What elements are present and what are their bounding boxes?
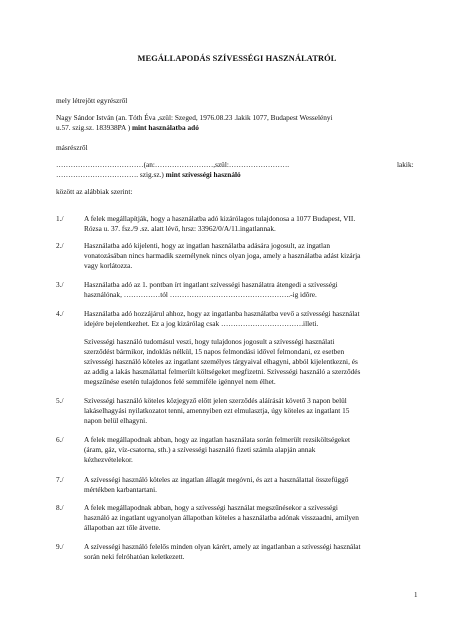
clause-line: mértékben karbantartani. bbox=[84, 485, 157, 494]
clause-line: Szívességi használó tudomásul veszi, hogy tulajdonos jogosult a szívességi használati bbox=[84, 337, 335, 346]
party2-line2 bbox=[56, 170, 241, 179]
party1-line2 bbox=[56, 123, 199, 132]
party1-role: mint használatba adó bbox=[131, 123, 199, 132]
document-title: MEGÁLLAPODÁS SZÍVESSÉGI HASZNÁLATRÓL bbox=[137, 54, 337, 63]
intro-text: mely létrejött egyrészről bbox=[56, 96, 128, 105]
clause-4-text bbox=[84, 309, 420, 329]
clause-2-number: 2./ bbox=[56, 241, 64, 250]
party1-line1: Nagy Sándor István (an. Tóth Éva ,szül: Szeged, 1976.08.23 .lakik 1077, Budapest Wesselényi bbox=[56, 113, 333, 122]
clause-line: napon belül elhagyni. bbox=[84, 416, 148, 425]
clause-line: Szívességi használó köteles közjegyző előtt jelen szerződés aláírását követő 3 napon belül bbox=[84, 396, 347, 405]
clause-line: A felek megállapítják, hogy a használatba adó kizárólagos tulajdonosa a 1077 Budapest, VII. bbox=[84, 214, 356, 223]
clause-line: A szívességi használó felelős minden olyan kárért, amely az ingatlanban a szívességi használat bbox=[84, 542, 361, 551]
party2-line1b: lakik: bbox=[397, 160, 414, 169]
clause-1-text bbox=[84, 214, 420, 234]
clause-line: Használatba adó hozzájárul ahhoz, hogy az ingatlanba használatba vevő a szívességi használat bbox=[84, 309, 360, 318]
clause-3-text bbox=[84, 280, 420, 300]
clause-line: kézhezvételekor. bbox=[84, 455, 133, 464]
clause-5-number: 5./ bbox=[56, 396, 64, 405]
clause-line: A felek megállapodnak abban, hogy az ingatlan használata során felmerült rezsiköltségeket bbox=[84, 435, 351, 444]
party2-line1a: ………………………………(an:……………………,szül:……………………. bbox=[56, 160, 290, 169]
clause-line: megszűnése esetén tulajdonos felé semmiféle igénnyel nem élhet. bbox=[84, 377, 276, 386]
clause-line: használónak, ……………tól …………………………………………..-ig idõre. bbox=[84, 290, 317, 299]
party2-role: mint szívességi használó bbox=[165, 170, 241, 179]
clause-line: A felek megállapodnak abban, hogy a szívességi használat megszűnésekor a szívességi bbox=[84, 503, 338, 512]
clause-6-text bbox=[84, 435, 420, 465]
clause-9-number: 9./ bbox=[56, 542, 64, 551]
clause-4-continuation bbox=[84, 337, 420, 387]
clause-line: lakáselhagyási nyilatkozatot tenni, amennyiben ezt elmulasztja, úgy köteles az ingatlant 15 bbox=[84, 406, 350, 415]
clause-line: (áram, gáz, víz-csatorna, sth.) a szívességi használó fizeti számla alapján annak bbox=[84, 445, 316, 454]
clause-line: használó az ingatlant ugyanolyan állapotban köteles a használatba adónak visszaadni, amilyen bbox=[84, 513, 359, 522]
clause-6-number: 6./ bbox=[56, 435, 64, 444]
clause-5-text bbox=[84, 396, 420, 426]
clause-line: során neki felróhatóan keletkezett. bbox=[84, 552, 185, 561]
clause-line: Rózsa u. 37. fsz./9 .sz. alatt lévő, hrsz: 33962/0/A/11.ingatlannak. bbox=[84, 224, 276, 233]
clause-line: szerződést bármikor, indoklás nélkül, 15 napos felmondási idővel felmondani, ez esetben bbox=[84, 347, 345, 356]
clause-7-number: 7./ bbox=[56, 475, 64, 484]
clause-8-number: 8./ bbox=[56, 503, 64, 512]
clause-line: állapotban azt tőle átvette. bbox=[84, 523, 161, 532]
clause-line: szívességi használó köteles az ingatlant személyes tárgyaival elhagyni, abból kijelentkezni, és bbox=[84, 357, 358, 366]
terms-intro: között az alábbiak szerint: bbox=[56, 187, 133, 196]
clause-line: Használatba adó az 1. pontban írt ingatlant szívességi használatra átengedi a szívességi bbox=[84, 280, 338, 289]
clause-line: az addig a lakás használattal felmerült költségeket megfizetni. Szívességi használó a szerződés bbox=[84, 367, 361, 376]
clause-4-number: 4./ bbox=[56, 309, 64, 318]
clause-2-text bbox=[84, 241, 420, 271]
clause-7-text bbox=[84, 475, 420, 495]
other-part-text: másrészről bbox=[56, 143, 88, 152]
clause-line: Használatba adó kijelenti, hogy az ingatlan használatba adására jogosult, az ingatlan bbox=[84, 241, 330, 250]
clause-line: vagy korlátozza. bbox=[84, 261, 133, 270]
clause-line: A szívességi használó köteles az ingatlan állagát megóvni, és azt a használattal összefüggő bbox=[84, 475, 349, 484]
clause-8-text bbox=[84, 503, 420, 533]
clause-line: vonatozásában nincs harmadik személynek nincs olyan joga, amely a használatba adást kizárja bbox=[84, 251, 361, 260]
clause-3-number: 3./ bbox=[56, 280, 64, 289]
clause-1-number: 1./ bbox=[56, 214, 64, 223]
clause-9-text bbox=[84, 542, 420, 562]
page-number: 1 bbox=[414, 591, 418, 599]
party2-line2-text: ……………………………. szig.sz.) bbox=[56, 170, 166, 179]
party1-line2-text: u.57. szig.sz. 183938PA ) bbox=[56, 123, 132, 132]
clause-line: idejére bejelentkezhet. Ez a jog kizárólag csak …………………………….illeti. bbox=[84, 319, 319, 328]
